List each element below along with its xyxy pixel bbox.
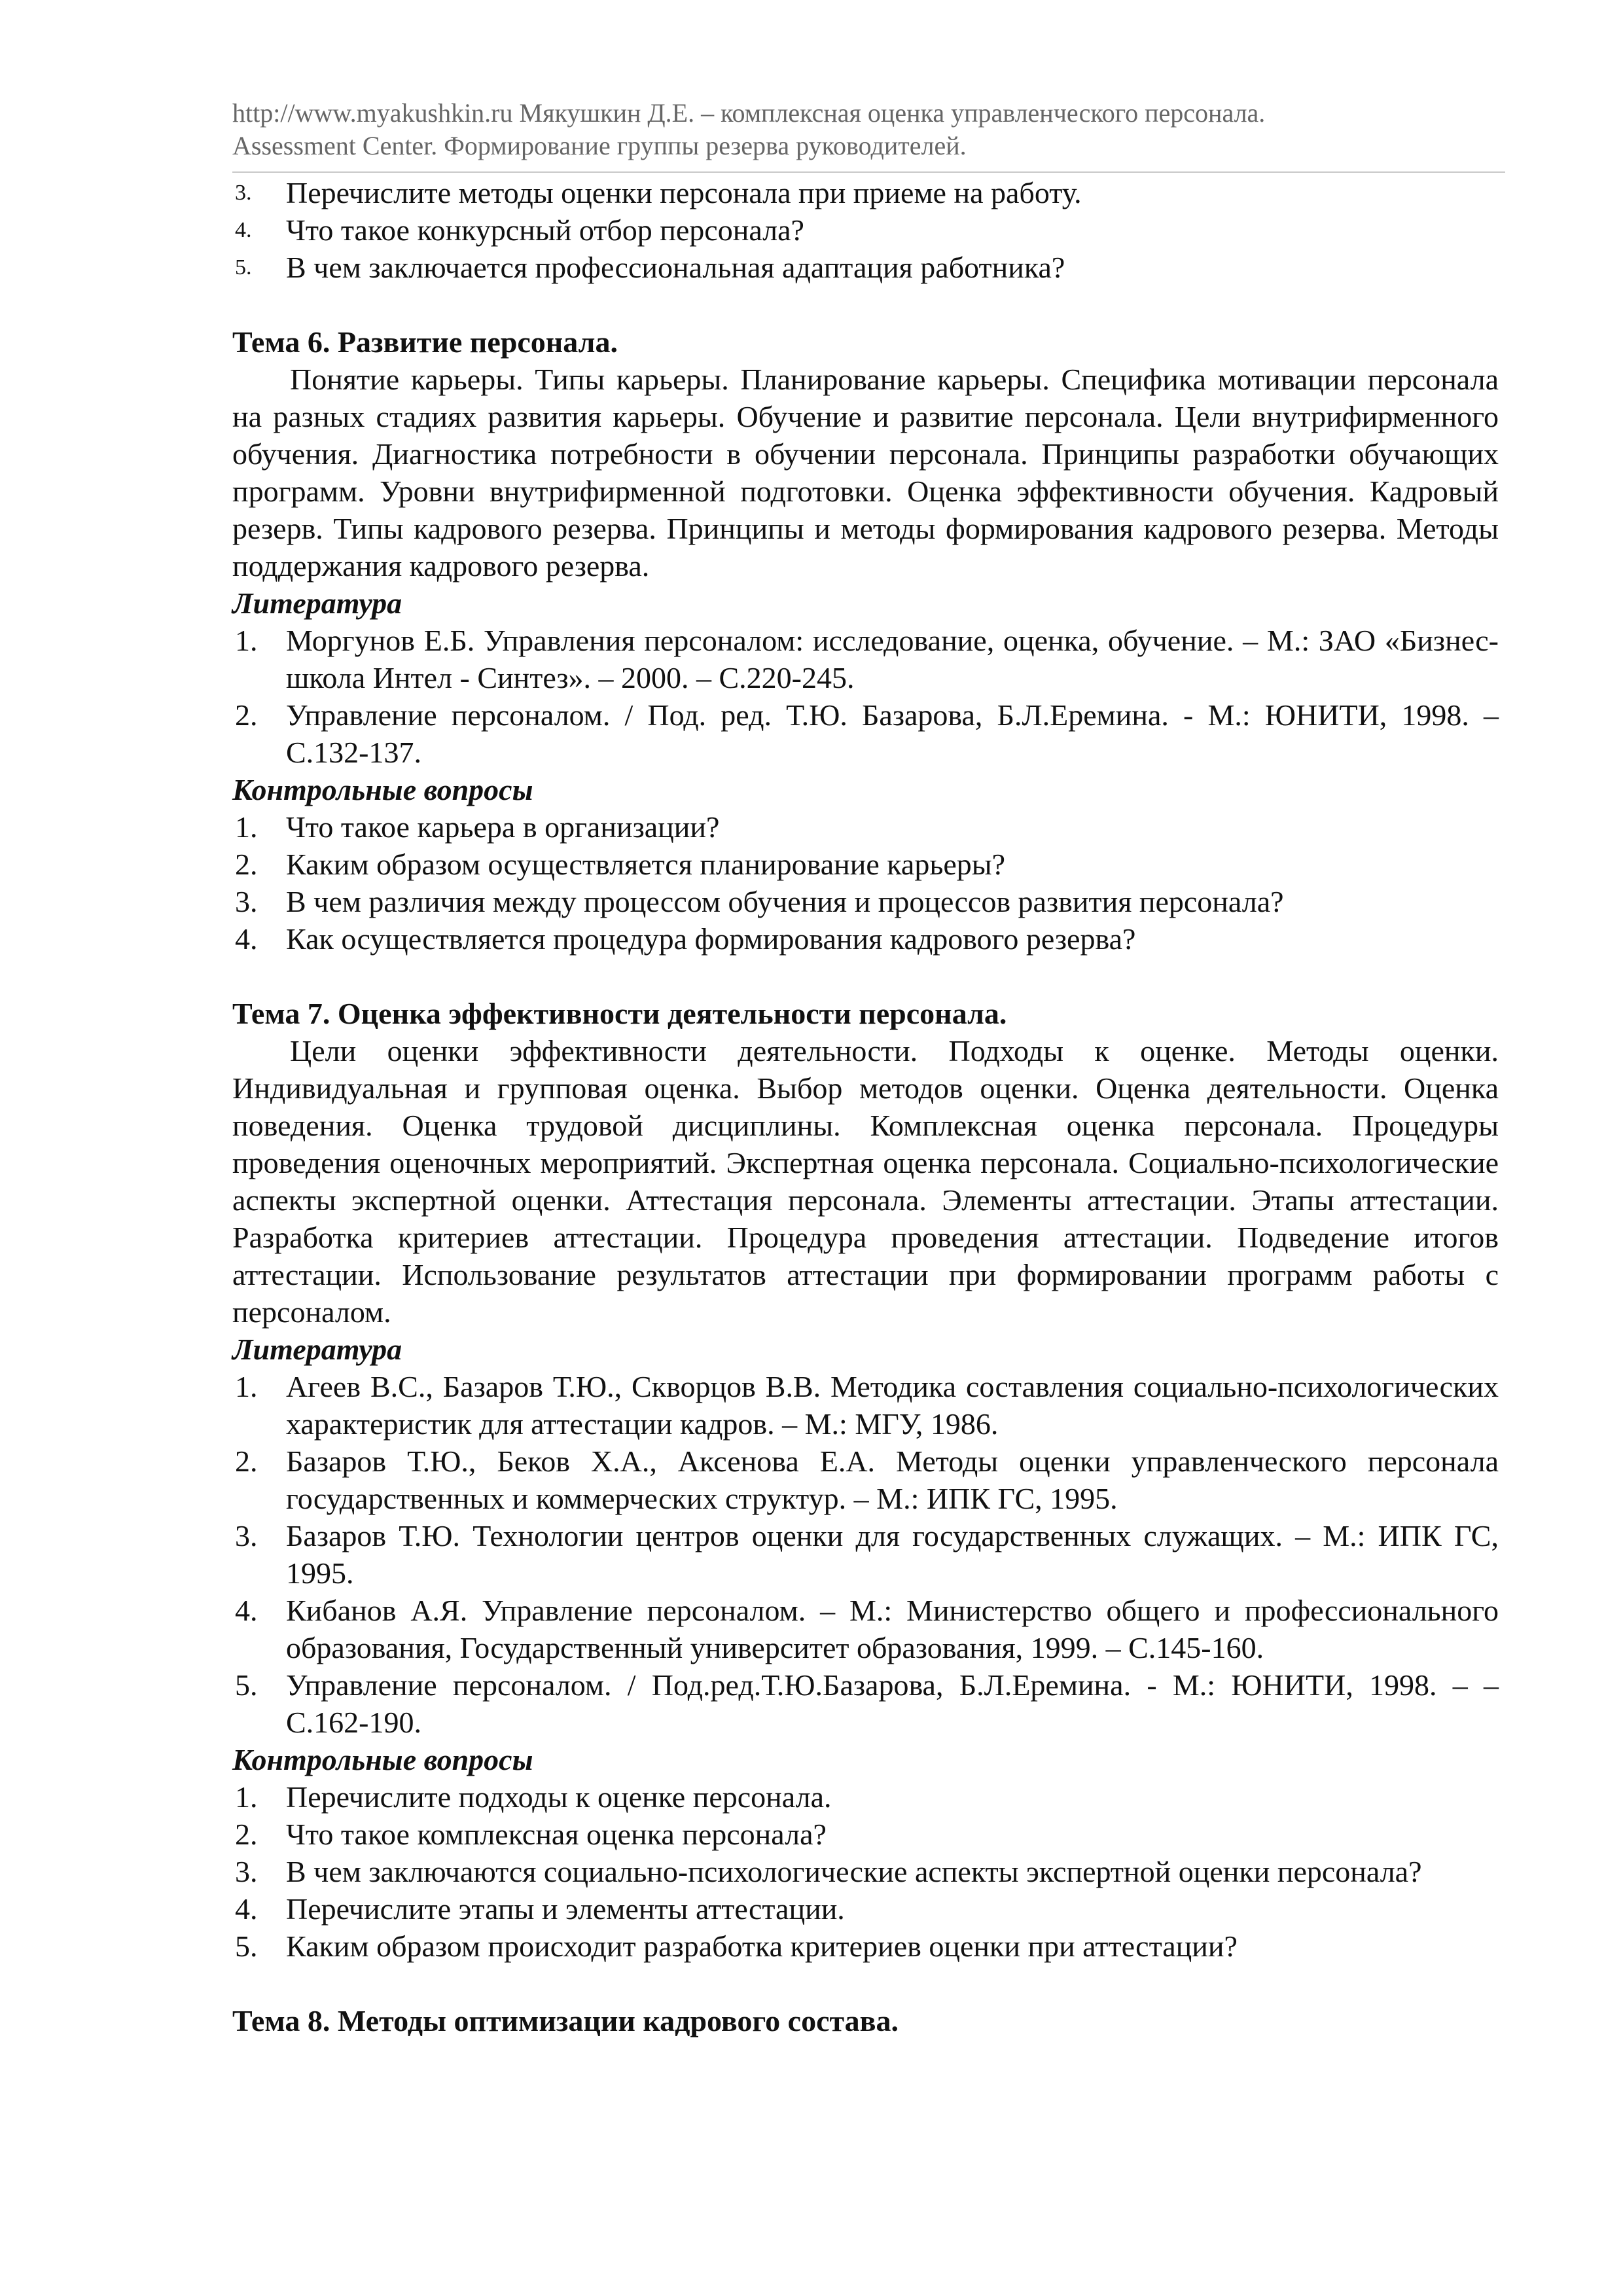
carryover-questions-list [232,174,1499,286]
list-item-number: 1. [235,624,258,657]
literature-list [232,1368,1499,1741]
topic-description: Цели оценки эффективности деятельности. Подходы к оценке. Методы оценки. Индивидуальная и групповая оценка. Выбор методов оценки. Оценка деятельности. Оценка поведения. Оценка трудовой дисциплины. Комплексная оценка персонала. Процедуры проведения оценочных мероприятий. Экспертная оценка персонала. Социально-психологические аспекты экспертной оценки. Аттестация персонала. Элементы аттестации. Этапы аттестации. Разработка критериев аттестации. Процедура проведения аттестации. Подведение итогов аттестации. Использование результатов аттестации при формировании программ работы с персоналом. [232,1034,1499,1329]
list-item-text: Перечислите методы оценки персонала при приеме на работу. [286,176,1082,209]
list-item-number: 3. [235,885,258,918]
question-text: Каким образом осуществляется планирование карьеры? [286,848,1006,881]
question-item [232,1928,1499,1965]
header-line-1: http://www.myakushkin.ru Мякушкин Д.Е. – комплексная оценка управленческого персонала. [232,98,1266,128]
list-item-number: 5. [235,1668,258,1702]
list-item-number: 2. [235,1444,258,1478]
question-text: Перечислите этапы и элементы аттестации. [286,1892,845,1926]
list-item-text: В чем заключается профессиональная адаптация работника? [286,251,1065,284]
list-item-number: 2. [235,698,258,732]
question-item [232,1816,1499,1853]
questions-list [232,1778,1499,1965]
list-item-number: 3. [235,181,252,205]
topic-6-section [232,323,1499,958]
list-item-number: 1. [235,1370,258,1403]
literature-item-text: Управление персоналом. / Под. ред. Т.Ю. Базарова, Б.Л.Еремина. - М.: ЮНИТИ, 1998. – С.132-137. [286,698,1499,769]
list-item-number: 3. [235,1519,258,1552]
question-item [232,1853,1499,1890]
literature-item [232,696,1499,771]
header-line-2: Assessment Center. Формирование группы резерва руководителей. [232,131,967,160]
topic-title: Тема 6. Развитие персонала. [232,325,618,359]
question-text: Что такое комплексная оценка персонала? [286,1818,827,1851]
question-item [232,1890,1499,1928]
header-divider [232,171,1505,173]
literature-item-text: Базаров Т.Ю., Беков Х.А., Аксенова Е.А. Методы оценки управленческого персонала государственных и коммерческих структур. – М.: ИПК ГС, 1995. [286,1444,1499,1515]
list-item [232,249,1499,286]
literature-heading: Литература [232,586,402,620]
list-item-number: 4. [235,922,258,956]
literature-item [232,1592,1499,1666]
list-item-number: 2. [235,1818,258,1851]
literature-item-text: Управление персоналом. / Под.ред.Т.Ю.Базарова, Б.Л.Еремина. - М.: ЮНИТИ, 1998. – – С.162-190. [286,1668,1499,1739]
literature-heading: Литература [232,1333,402,1366]
page-header [232,97,1502,162]
question-text: Перечислите подходы к оценке персонала. [286,1780,832,1814]
list-item [232,174,1499,211]
questions-heading: Контрольные вопросы [232,1743,533,1776]
question-item [232,920,1499,958]
list-item-number: 1. [235,810,258,844]
question-item [232,808,1499,846]
literature-item-text: Базаров Т.Ю. Технологии центров оценки для государственных служащих. – М.: ИПК ГС, 1995. [286,1519,1499,1590]
question-item [232,1778,1499,1816]
list-item-number: 4. [235,218,252,242]
topic-8-section [232,2002,1499,2039]
literature-item [232,1666,1499,1741]
questions-list [232,808,1499,958]
list-item-number: 5. [235,1929,258,1963]
literature-item [232,622,1499,696]
question-text: В чем заключаются социально-психологические аспекты экспертной оценки персонала? [286,1855,1422,1888]
list-item-number: 3. [235,1855,258,1888]
question-text: Как осуществляется процедура формирования кадрового резерва? [286,922,1136,956]
literature-item-text: Моргунов Е.Б. Управления персоналом: исследование, оценка, обучение. – М.: ЗАО «Бизнес-школа Интел - Синтез». – 2000. – С.220-245. [286,624,1499,694]
question-text: В чем различия между процессом обучения и процессов развития персонала? [286,885,1284,918]
document-body [232,174,1499,2039]
topic-7-section [232,995,1499,1965]
question-item [232,846,1499,883]
list-item-number: 1. [235,1780,258,1814]
topic-title: Тема 8. Методы оптимизации кадрового состава. [232,2004,899,2037]
list-item-number: 4. [235,1594,258,1627]
literature-item [232,1368,1499,1443]
topic-description: Понятие карьеры. Типы карьеры. Планирование карьеры. Специфика мотивации персонала на разных стадиях развития карьеры. Обучение и развитие персонала. Цели внутрифирменного обучения. Диагностика потребности в обучении персонала. Принципы разработки обучающих программ. Уровни внутрифирменной подготовки. Оценка эффективности обучения. Кадровый резерв. Типы кадрового резерва. Принципы и методы формирования кадрового резерва. Методы поддержания кадрового резерва. [232,363,1499,583]
list-item-number: 2. [235,848,258,881]
list-item-text: Что такое конкурсный отбор персонала? [286,213,804,247]
literature-item [232,1517,1499,1592]
question-item [232,883,1499,920]
topic-title: Тема 7. Оценка эффективности деятельности персонала. [232,997,1007,1030]
question-text: Что такое карьера в организации? [286,810,720,844]
literature-item [232,1443,1499,1517]
question-text: Каким образом происходит разработка критериев оценки при аттестации? [286,1929,1238,1963]
list-item-number: 5. [235,255,252,279]
literature-list [232,622,1499,771]
literature-item-text: Агеев В.С., Базаров Т.Ю., Скворцов В.В. Методика составления социально-психологических характеристик для аттестации кадров. – М.: МГУ, 1986. [286,1370,1499,1441]
questions-heading: Контрольные вопросы [232,773,533,806]
list-item-number: 4. [235,1892,258,1926]
list-item [232,211,1499,249]
literature-item-text: Кибанов А.Я. Управление персоналом. – М.: Министерство общего и профессионального образования, Государственный университет образования, 1999. – С.145-160. [286,1594,1499,1664]
